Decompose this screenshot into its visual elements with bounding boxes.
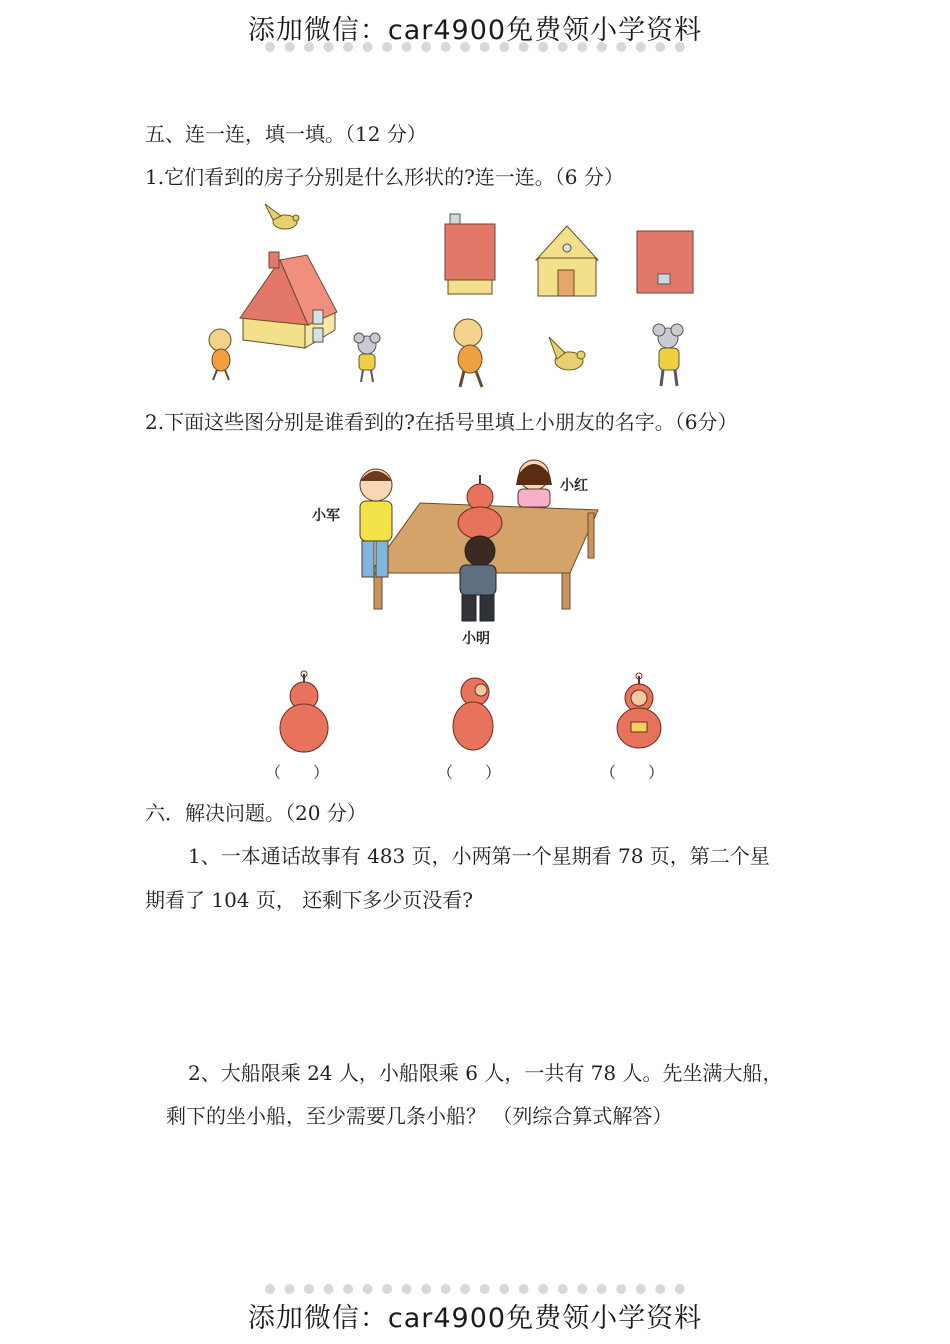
mouse-icon <box>648 320 693 390</box>
bird-icon <box>545 333 590 378</box>
bird-icon <box>265 204 299 229</box>
mouse-right-icon <box>354 333 380 382</box>
house-scene-illustration <box>195 200 395 385</box>
watermark-bottom: 添加微信：car4900免费领小学资料 <box>247 1303 703 1334</box>
xiaohong-figure <box>516 460 552 507</box>
cropped-text-line <box>0 42 950 56</box>
problem-2-line-1: 2、大船限乘 24 人，小船限乘 6 人，一共有 78 人。先坐满大船， <box>188 1061 783 1085</box>
cropped-text-line <box>0 1284 950 1298</box>
watermark-top: 添加微信：car4900免费领小学资料 <box>247 15 703 46</box>
doll-back-view-icon <box>270 670 340 760</box>
house-3d-icon <box>240 252 337 348</box>
problem-1-line-2: 期看了 104 页， 还剩下多少页没看? <box>145 888 473 912</box>
answer-blank-2[interactable]: （ ） <box>437 763 502 782</box>
xiaoming-figure <box>460 536 496 621</box>
name-xiaoming: 小明 <box>462 631 490 647</box>
section5-title: 五、连一连，填一填。（12 分） <box>145 122 427 146</box>
house-view-front-icon <box>532 222 602 300</box>
problem-1-line-1: 1、一本通话故事有 483 页，小两第一个星期看 78 页，第二个星 <box>188 844 770 868</box>
doll-front-view-icon <box>605 672 673 760</box>
house-view-top-icon <box>634 228 696 298</box>
house-view-top-front-icon <box>440 212 500 297</box>
xiaojun-figure <box>360 469 392 577</box>
doll-side-view-icon <box>445 668 505 758</box>
name-xiaojun: 小军 <box>312 508 340 524</box>
section6-title: 六．解决问题。（20 分） <box>145 801 367 825</box>
cat-left-icon <box>209 329 231 380</box>
answer-blank-3[interactable]: （ ） <box>600 763 665 782</box>
question-1: 1.它们看到的房子分别是什么形状的?连一连。（6 分） <box>145 165 624 189</box>
cat-icon <box>442 315 497 390</box>
name-xiaohong: 小红 <box>560 478 588 494</box>
question-2: 2.下面这些图分别是谁看到的?在括号里填上小朋友的名字。（6分） <box>145 410 738 434</box>
answer-blank-1[interactable]: （ ） <box>265 763 330 782</box>
problem-2-line-2: 剩下的坐小船，至少需要几条小船？ （列综合算式解答） <box>166 1104 673 1128</box>
